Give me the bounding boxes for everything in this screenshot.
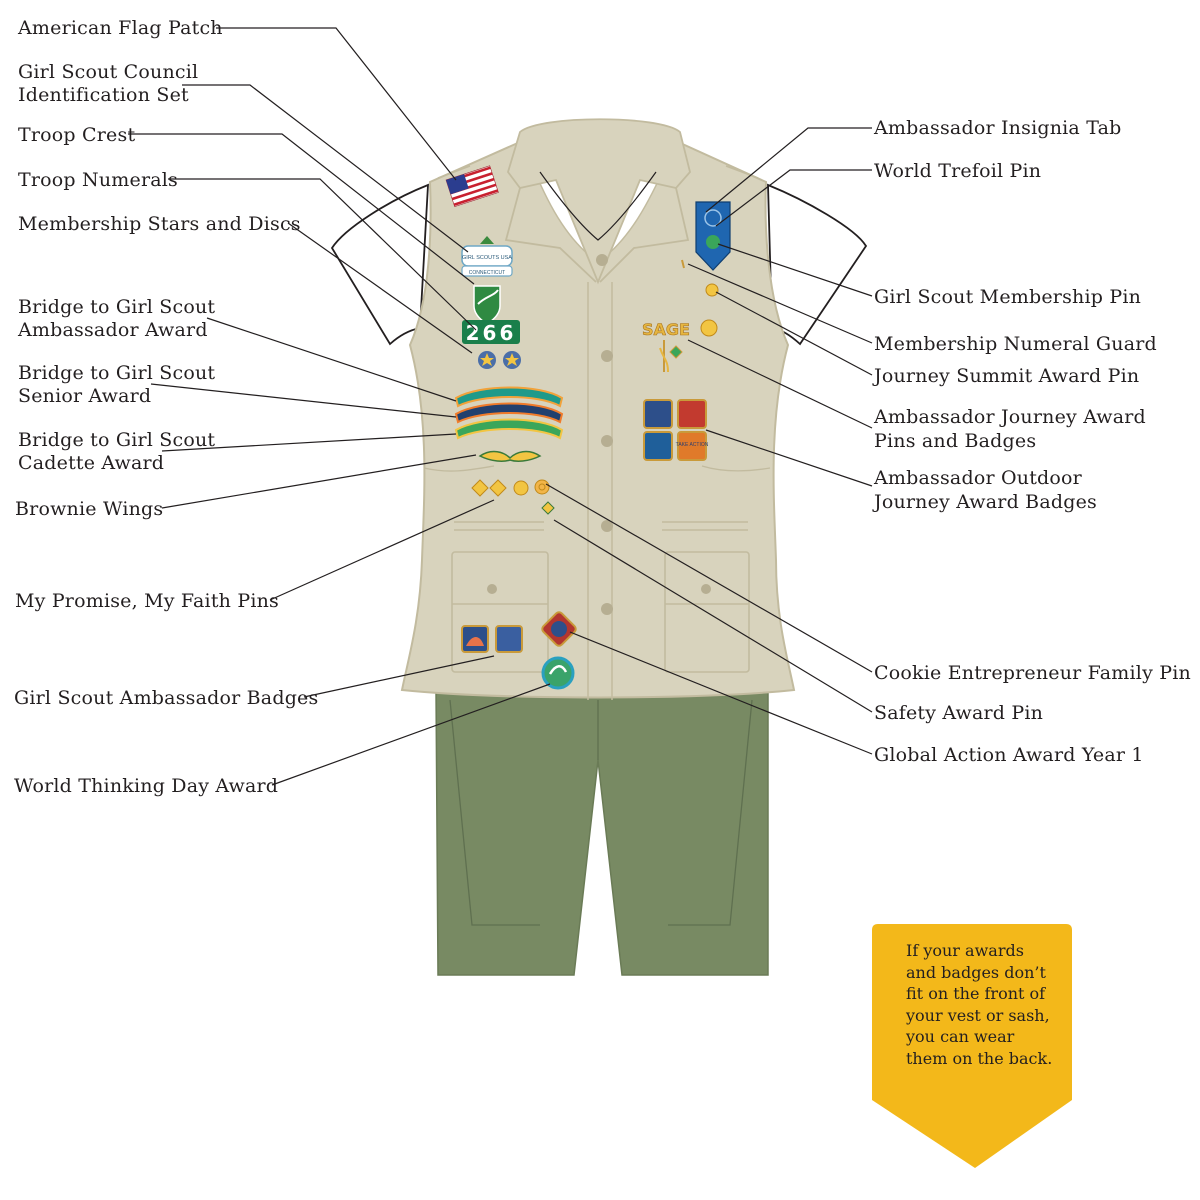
membership-pin (706, 235, 720, 249)
label-journey-award-line2: Pins and Badges (874, 430, 1037, 452)
label-numeral-guard: Membership Numeral Guard (874, 333, 1157, 355)
cookie-entrepreneur-pin (535, 480, 549, 494)
my-promise-my-faith-pins (472, 480, 528, 496)
label-bridge-senior-line1: Bridge to Girl Scout (18, 362, 216, 384)
label-outdoor-journey-line1: Ambassador Outdoor (874, 467, 1082, 489)
label-bridge-cadette-line2: Cadette Award (18, 452, 165, 474)
pants (436, 690, 768, 975)
take-action-badge-text: TAKE ACTION (675, 442, 709, 448)
label-membership-stars: Membership Stars and Discs (18, 213, 301, 235)
label-troop-crest: Troop Crest (18, 124, 136, 146)
label-bridge-cadette-line1: Bridge to Girl Scout (18, 429, 216, 451)
label-journey-award-line1: Ambassador Journey Award (874, 406, 1146, 428)
label-brownie-wings: Brownie Wings (15, 498, 164, 520)
label-council-id-line2: Identification Set (18, 84, 189, 106)
label-bridge-senior-line2: Senior Award (18, 385, 152, 407)
label-world-trefoil-pin: World Trefoil Pin (874, 160, 1042, 182)
vest (402, 119, 794, 700)
label-bridge-ambassador-line2: Ambassador Award (18, 319, 208, 341)
label-outdoor-journey-line2: Journey Award Badges (874, 491, 1097, 513)
label-membership-pin: Girl Scout Membership Pin (874, 286, 1142, 308)
troop-number-text: 266 (465, 321, 517, 345)
label-ambassador-insignia-tab: Ambassador Insignia Tab (874, 117, 1122, 139)
label-promise-faith-pins: My Promise, My Faith Pins (15, 590, 279, 612)
label-ambassador-badges: Girl Scout Ambassador Badges (14, 687, 319, 709)
label-safety-pin: Safety Award Pin (874, 702, 1044, 724)
sage-pin-text: SAGE (642, 320, 690, 339)
label-troop-numerals: Troop Numerals (18, 169, 178, 191)
label-world-thinking-day: World Thinking Day Award (14, 775, 279, 797)
label-bridge-ambassador-line1: Bridge to Girl Scout (18, 296, 216, 318)
world-thinking-day-award (543, 658, 573, 688)
council-tab-text: GIRL SCOUTS USA (462, 255, 512, 261)
troop-numerals (462, 320, 520, 345)
label-journey-summit-pin: Journey Summit Award Pin (874, 365, 1140, 387)
label-council-id-line1: Girl Scout Council (18, 61, 199, 83)
label-american-flag-patch: American Flag Patch (18, 17, 223, 39)
tip-text: If your awards and badges don’t fit on the front of your vest or sash, you can wear them on the back. (906, 941, 1053, 1068)
label-global-action: Global Action Award Year 1 (874, 744, 1144, 766)
label-cookie-pin: Cookie Entrepreneur Family Pin (874, 662, 1191, 684)
council-name-text: CONNECTICUT (468, 270, 506, 276)
